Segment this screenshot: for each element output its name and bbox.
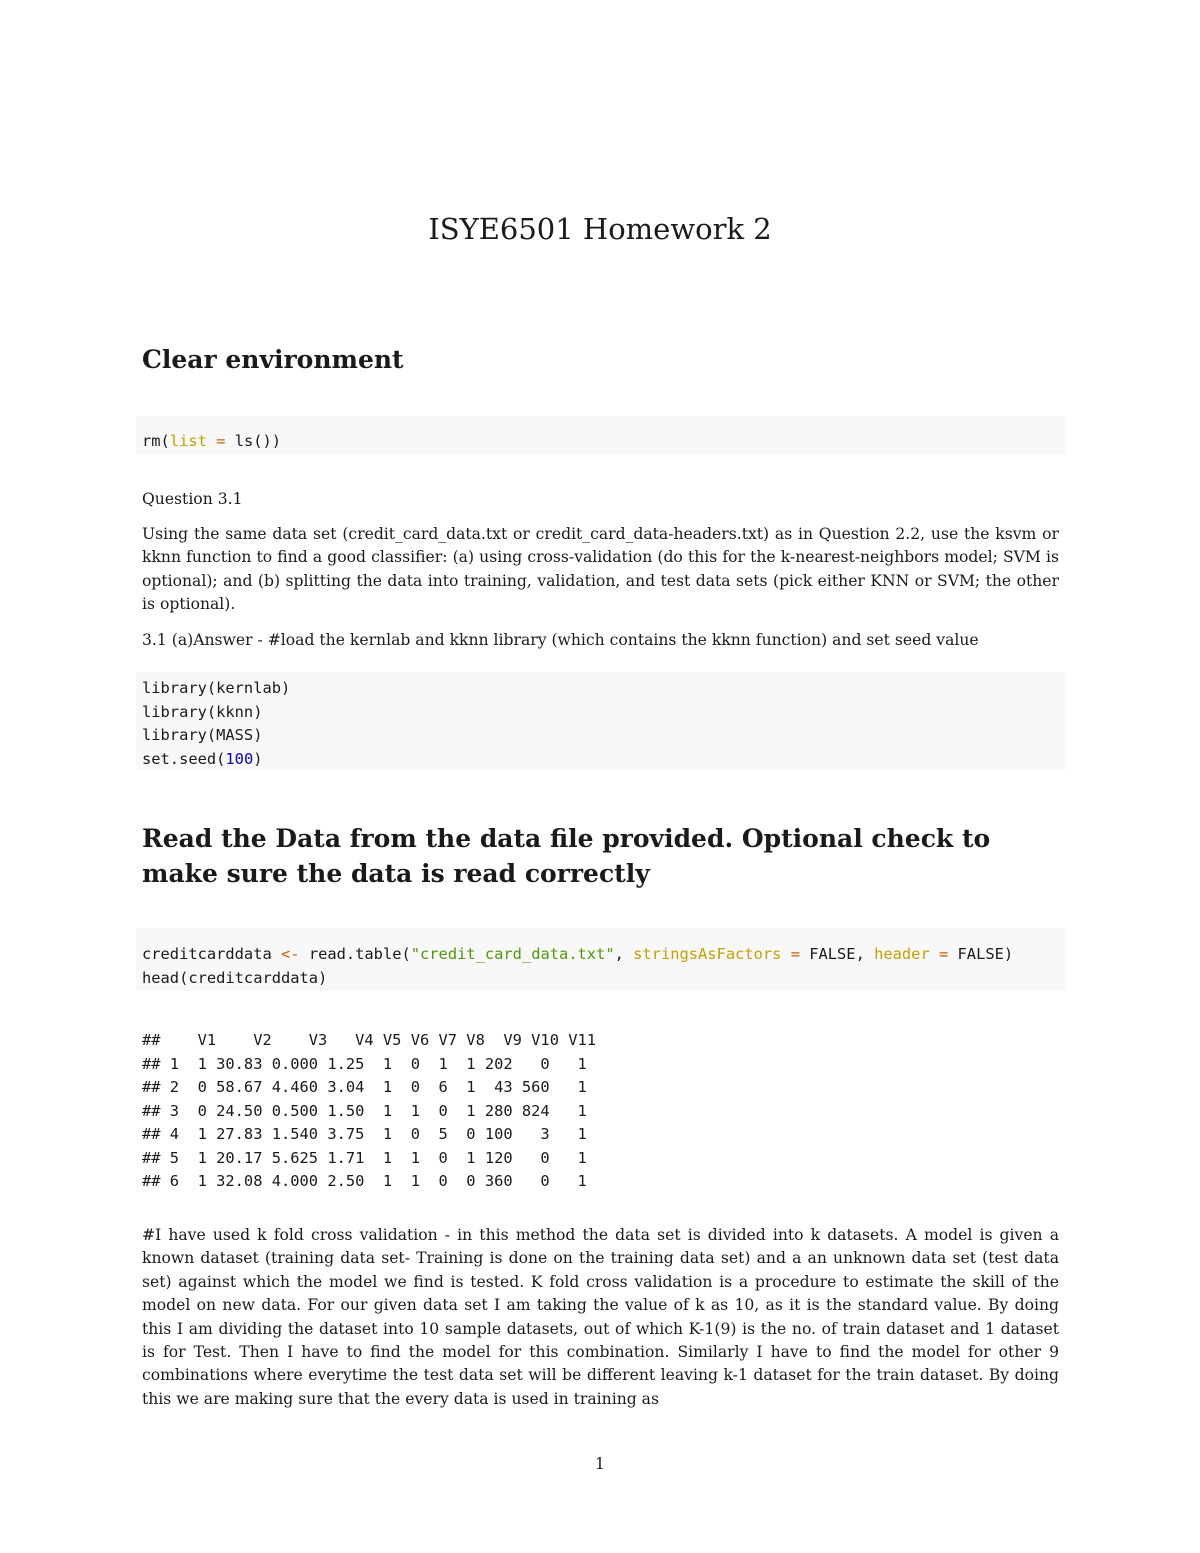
code-token: rm( bbox=[142, 432, 170, 450]
code-arg-token: list bbox=[169, 432, 207, 450]
code-line: head(creditcarddata) bbox=[142, 968, 328, 987]
code-token: , bbox=[614, 945, 634, 963]
code-token: read.table( bbox=[299, 945, 411, 963]
output-table-row: ## 2 0 58.67 4.460 3.04 1 0 6 1 43 560 1 bbox=[142, 1078, 587, 1096]
document-title: ISYE6501 Homework 2 bbox=[428, 212, 772, 246]
code-token: creditcarddata bbox=[142, 945, 281, 963]
code-operator-token: = bbox=[781, 945, 810, 963]
code-operator-token: <- bbox=[281, 945, 300, 963]
code-line: library(kknn) bbox=[142, 702, 263, 721]
section-heading-clear-environment: Clear environment bbox=[142, 345, 404, 374]
output-table-header: ## V1 V2 V3 V4 V5 V6 V7 V8 V9 V10 V11 bbox=[142, 1031, 597, 1049]
code-arg-token: header bbox=[874, 945, 930, 963]
question-label: Question 3.1 bbox=[142, 490, 243, 508]
question-text: Using the same data set (credit_card_data.txt or credit_card_data-headers.txt) as in Question 2.2, use the ksvm or kknn function to find a good classifier: (a) using cross-validation (do this for the k-nearest-neighbors model; SVM is optional); and (b) splitting the data into training, validation, and test data sets (pick either KNN or SVM; the other is optional). bbox=[142, 525, 1059, 614]
output-table bbox=[142, 1029, 596, 1194]
code-token: ) bbox=[253, 749, 263, 768]
output-table-row: ## 5 1 20.17 5.625 1.71 1 1 0 1 120 0 1 bbox=[142, 1148, 587, 1167]
code-arg-token: stringsAsFactors bbox=[633, 945, 782, 963]
explanation-paragraph: #I have used k fold cross validation - in this method the data set is divided into k datasets. A model is given a known dataset (training data set- Training is done on the training data set) and a an unknown data set (test data set) against which the model we find is tested. K fold cross validation is a procedure to estimate the skill of the model on new data. For our given data set I am taking the value of k as 10, as it is the standard value. By doing this I am dividing the dataset into 10 sample datasets, out of which K-1(9) is the no. of train dataset and 1 dataset is for Test. Then I have to find the model for this combination. Similarly I have to find the model for other 9 combinations where everytime the test data set will be different leaving k-1 dataset for the train dataset. By doing this we are making sure that the every data is used in training as bbox=[142, 1226, 1059, 1408]
code-line bbox=[142, 943, 1066, 967]
code-block-clear-env bbox=[136, 416, 1066, 454]
code-operator-token: = bbox=[206, 432, 235, 450]
code-block-read-data bbox=[136, 928, 1066, 991]
section-heading-read-data: Read the Data from the data file provided. Optional check to make sure the data is read correctly bbox=[142, 824, 991, 888]
code-line bbox=[142, 748, 1066, 772]
page-number: 1 bbox=[595, 1455, 605, 1473]
output-table-row: ## 4 1 27.83 1.540 3.75 1 0 5 0 100 3 1 bbox=[142, 1125, 587, 1143]
output-table-row: ## 3 0 24.50 0.500 1.50 1 1 0 1 280 824 1 bbox=[142, 1101, 587, 1120]
code-string-token: "credit_card_data.txt" bbox=[410, 945, 615, 963]
code-token: set.seed( bbox=[142, 749, 226, 768]
code-number-token: 100 bbox=[225, 749, 254, 768]
code-token: ls()) bbox=[234, 432, 282, 450]
code-line: library(MASS) bbox=[142, 726, 263, 744]
code-line: library(kernlab) bbox=[142, 679, 291, 697]
answer-intro: 3.1 (a)Answer - #load the kernlab and kknn library (which contains the kknn function) and set seed value bbox=[142, 631, 979, 649]
code-block-libraries bbox=[136, 672, 1066, 770]
code-token: FALSE) bbox=[957, 945, 1014, 963]
output-table-row: ## 6 1 32.08 4.000 2.50 1 1 0 0 360 0 1 bbox=[142, 1172, 587, 1190]
code-operator-token: = bbox=[929, 945, 958, 963]
output-table-row: ## 1 1 30.83 0.000 1.25 1 0 1 1 202 0 1 bbox=[142, 1054, 587, 1073]
code-token: FALSE, bbox=[809, 945, 875, 963]
code-line bbox=[142, 430, 1066, 454]
